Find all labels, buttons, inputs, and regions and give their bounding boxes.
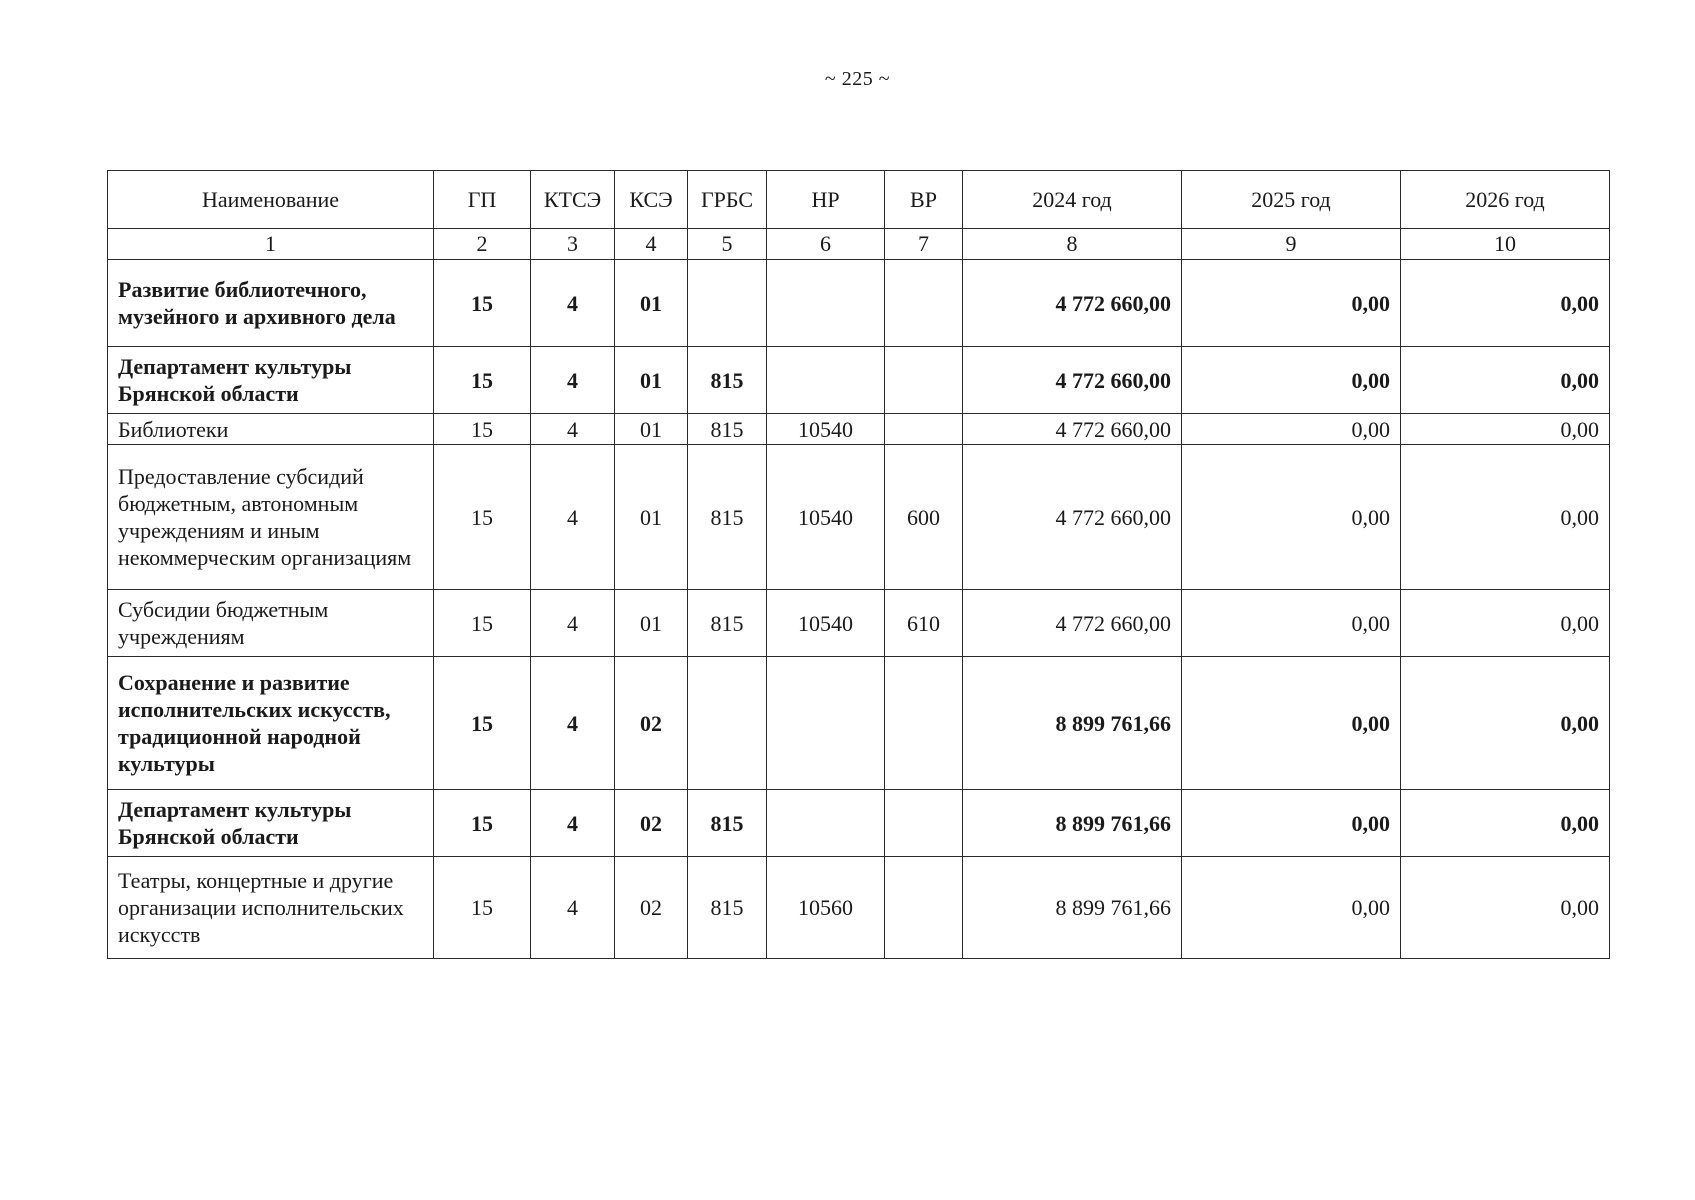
cell-nr: 10560	[767, 857, 885, 959]
cell-grbs	[688, 657, 767, 790]
row-name: Театры, концертные и другие организации исполнительских искусств	[108, 857, 434, 959]
page-number: ~ 225 ~	[824, 68, 891, 90]
cell-grbs: 815	[688, 414, 767, 445]
cell-ktse: 4	[531, 790, 615, 857]
header-nr: НР	[767, 171, 885, 229]
cell-2025: 0,00	[1182, 347, 1401, 414]
header-vr: ВР	[885, 171, 963, 229]
cell-2024: 4 772 660,00	[963, 347, 1182, 414]
cell-nr	[767, 657, 885, 790]
column-number: 5	[688, 229, 767, 260]
cell-kse: 02	[615, 857, 688, 959]
column-number: 1	[108, 229, 434, 260]
cell-nr: 10540	[767, 445, 885, 590]
column-number-row	[108, 229, 1610, 260]
cell-2024: 4 772 660,00	[963, 260, 1182, 347]
cell-nr	[767, 260, 885, 347]
column-number: 9	[1182, 229, 1401, 260]
table-row	[108, 857, 1610, 959]
row-name: Департамент культуры Брянской области	[108, 790, 434, 857]
table-row	[108, 260, 1610, 347]
row-name: Субсидии бюджетным учреждениям	[108, 590, 434, 657]
header-row	[108, 171, 1610, 229]
cell-ktse: 4	[531, 857, 615, 959]
cell-2025: 0,00	[1182, 260, 1401, 347]
column-number: 2	[434, 229, 531, 260]
cell-gp: 15	[434, 347, 531, 414]
header-year-2025: 2025 год	[1182, 171, 1401, 229]
header-ktse: КТСЭ	[531, 171, 615, 229]
cell-vr	[885, 790, 963, 857]
cell-kse: 01	[615, 590, 688, 657]
cell-2026: 0,00	[1401, 590, 1610, 657]
cell-2026: 0,00	[1401, 445, 1610, 590]
cell-ktse: 4	[531, 347, 615, 414]
cell-kse: 01	[615, 414, 688, 445]
column-number: 10	[1401, 229, 1610, 260]
cell-grbs	[688, 260, 767, 347]
cell-nr	[767, 790, 885, 857]
cell-2026: 0,00	[1401, 790, 1610, 857]
row-name: Библиотеки	[108, 414, 434, 445]
cell-gp: 15	[434, 857, 531, 959]
cell-vr: 610	[885, 590, 963, 657]
header-year-2026: 2026 год	[1401, 171, 1610, 229]
column-number: 7	[885, 229, 963, 260]
cell-nr: 10540	[767, 414, 885, 445]
table-row	[108, 445, 1610, 590]
row-name: Департамент культуры Брянской области	[108, 347, 434, 414]
cell-2024: 8 899 761,66	[963, 790, 1182, 857]
cell-ktse: 4	[531, 657, 615, 790]
cell-kse: 01	[615, 347, 688, 414]
cell-2024: 8 899 761,66	[963, 857, 1182, 959]
cell-gp: 15	[434, 790, 531, 857]
cell-vr	[885, 857, 963, 959]
cell-grbs: 815	[688, 347, 767, 414]
cell-2026: 0,00	[1401, 857, 1610, 959]
row-name: Развитие библиотечного, музейного и архивного дела	[108, 260, 434, 347]
cell-gp: 15	[434, 260, 531, 347]
cell-2025: 0,00	[1182, 857, 1401, 959]
cell-2025: 0,00	[1182, 414, 1401, 445]
cell-2025: 0,00	[1182, 445, 1401, 590]
cell-vr: 600	[885, 445, 963, 590]
cell-2024: 4 772 660,00	[963, 414, 1182, 445]
cell-gp: 15	[434, 657, 531, 790]
cell-2026: 0,00	[1401, 347, 1610, 414]
budget-table	[107, 170, 1610, 959]
cell-ktse: 4	[531, 445, 615, 590]
header-kse: КСЭ	[615, 171, 688, 229]
cell-kse: 01	[615, 260, 688, 347]
row-name: Сохранение и развитие исполнительских искусств, традиционной народной культуры	[108, 657, 434, 790]
cell-2024: 4 772 660,00	[963, 445, 1182, 590]
cell-2025: 0,00	[1182, 590, 1401, 657]
cell-gp: 15	[434, 445, 531, 590]
cell-vr	[885, 414, 963, 445]
table-row	[108, 790, 1610, 857]
header-gp: ГП	[434, 171, 531, 229]
cell-grbs: 815	[688, 445, 767, 590]
cell-gp: 15	[434, 590, 531, 657]
cell-grbs: 815	[688, 790, 767, 857]
header-name: Наименование	[108, 171, 434, 229]
cell-kse: 01	[615, 445, 688, 590]
cell-2026: 0,00	[1401, 260, 1610, 347]
table-row	[108, 347, 1610, 414]
cell-grbs: 815	[688, 857, 767, 959]
cell-grbs: 815	[688, 590, 767, 657]
table-row	[108, 590, 1610, 657]
cell-vr	[885, 347, 963, 414]
cell-vr	[885, 657, 963, 790]
column-number: 8	[963, 229, 1182, 260]
cell-2026: 0,00	[1401, 657, 1610, 790]
column-number: 4	[615, 229, 688, 260]
cell-ktse: 4	[531, 414, 615, 445]
cell-vr	[885, 260, 963, 347]
table-row	[108, 657, 1610, 790]
cell-gp: 15	[434, 414, 531, 445]
cell-ktse: 4	[531, 590, 615, 657]
cell-2025: 0,00	[1182, 657, 1401, 790]
header-year-2024: 2024 год	[963, 171, 1182, 229]
cell-2025: 0,00	[1182, 790, 1401, 857]
cell-ktse: 4	[531, 260, 615, 347]
cell-kse: 02	[615, 657, 688, 790]
column-number: 3	[531, 229, 615, 260]
table-row	[108, 414, 1610, 445]
header-grbs: ГРБС	[688, 171, 767, 229]
cell-nr: 10540	[767, 590, 885, 657]
cell-2024: 8 899 761,66	[963, 657, 1182, 790]
column-number: 6	[767, 229, 885, 260]
cell-2026: 0,00	[1401, 414, 1610, 445]
cell-2024: 4 772 660,00	[963, 590, 1182, 657]
row-name: Предоставление субсидий бюджетным, автономным учреждениям и иным некоммерческим организациям	[108, 445, 434, 590]
cell-kse: 02	[615, 790, 688, 857]
cell-nr	[767, 347, 885, 414]
